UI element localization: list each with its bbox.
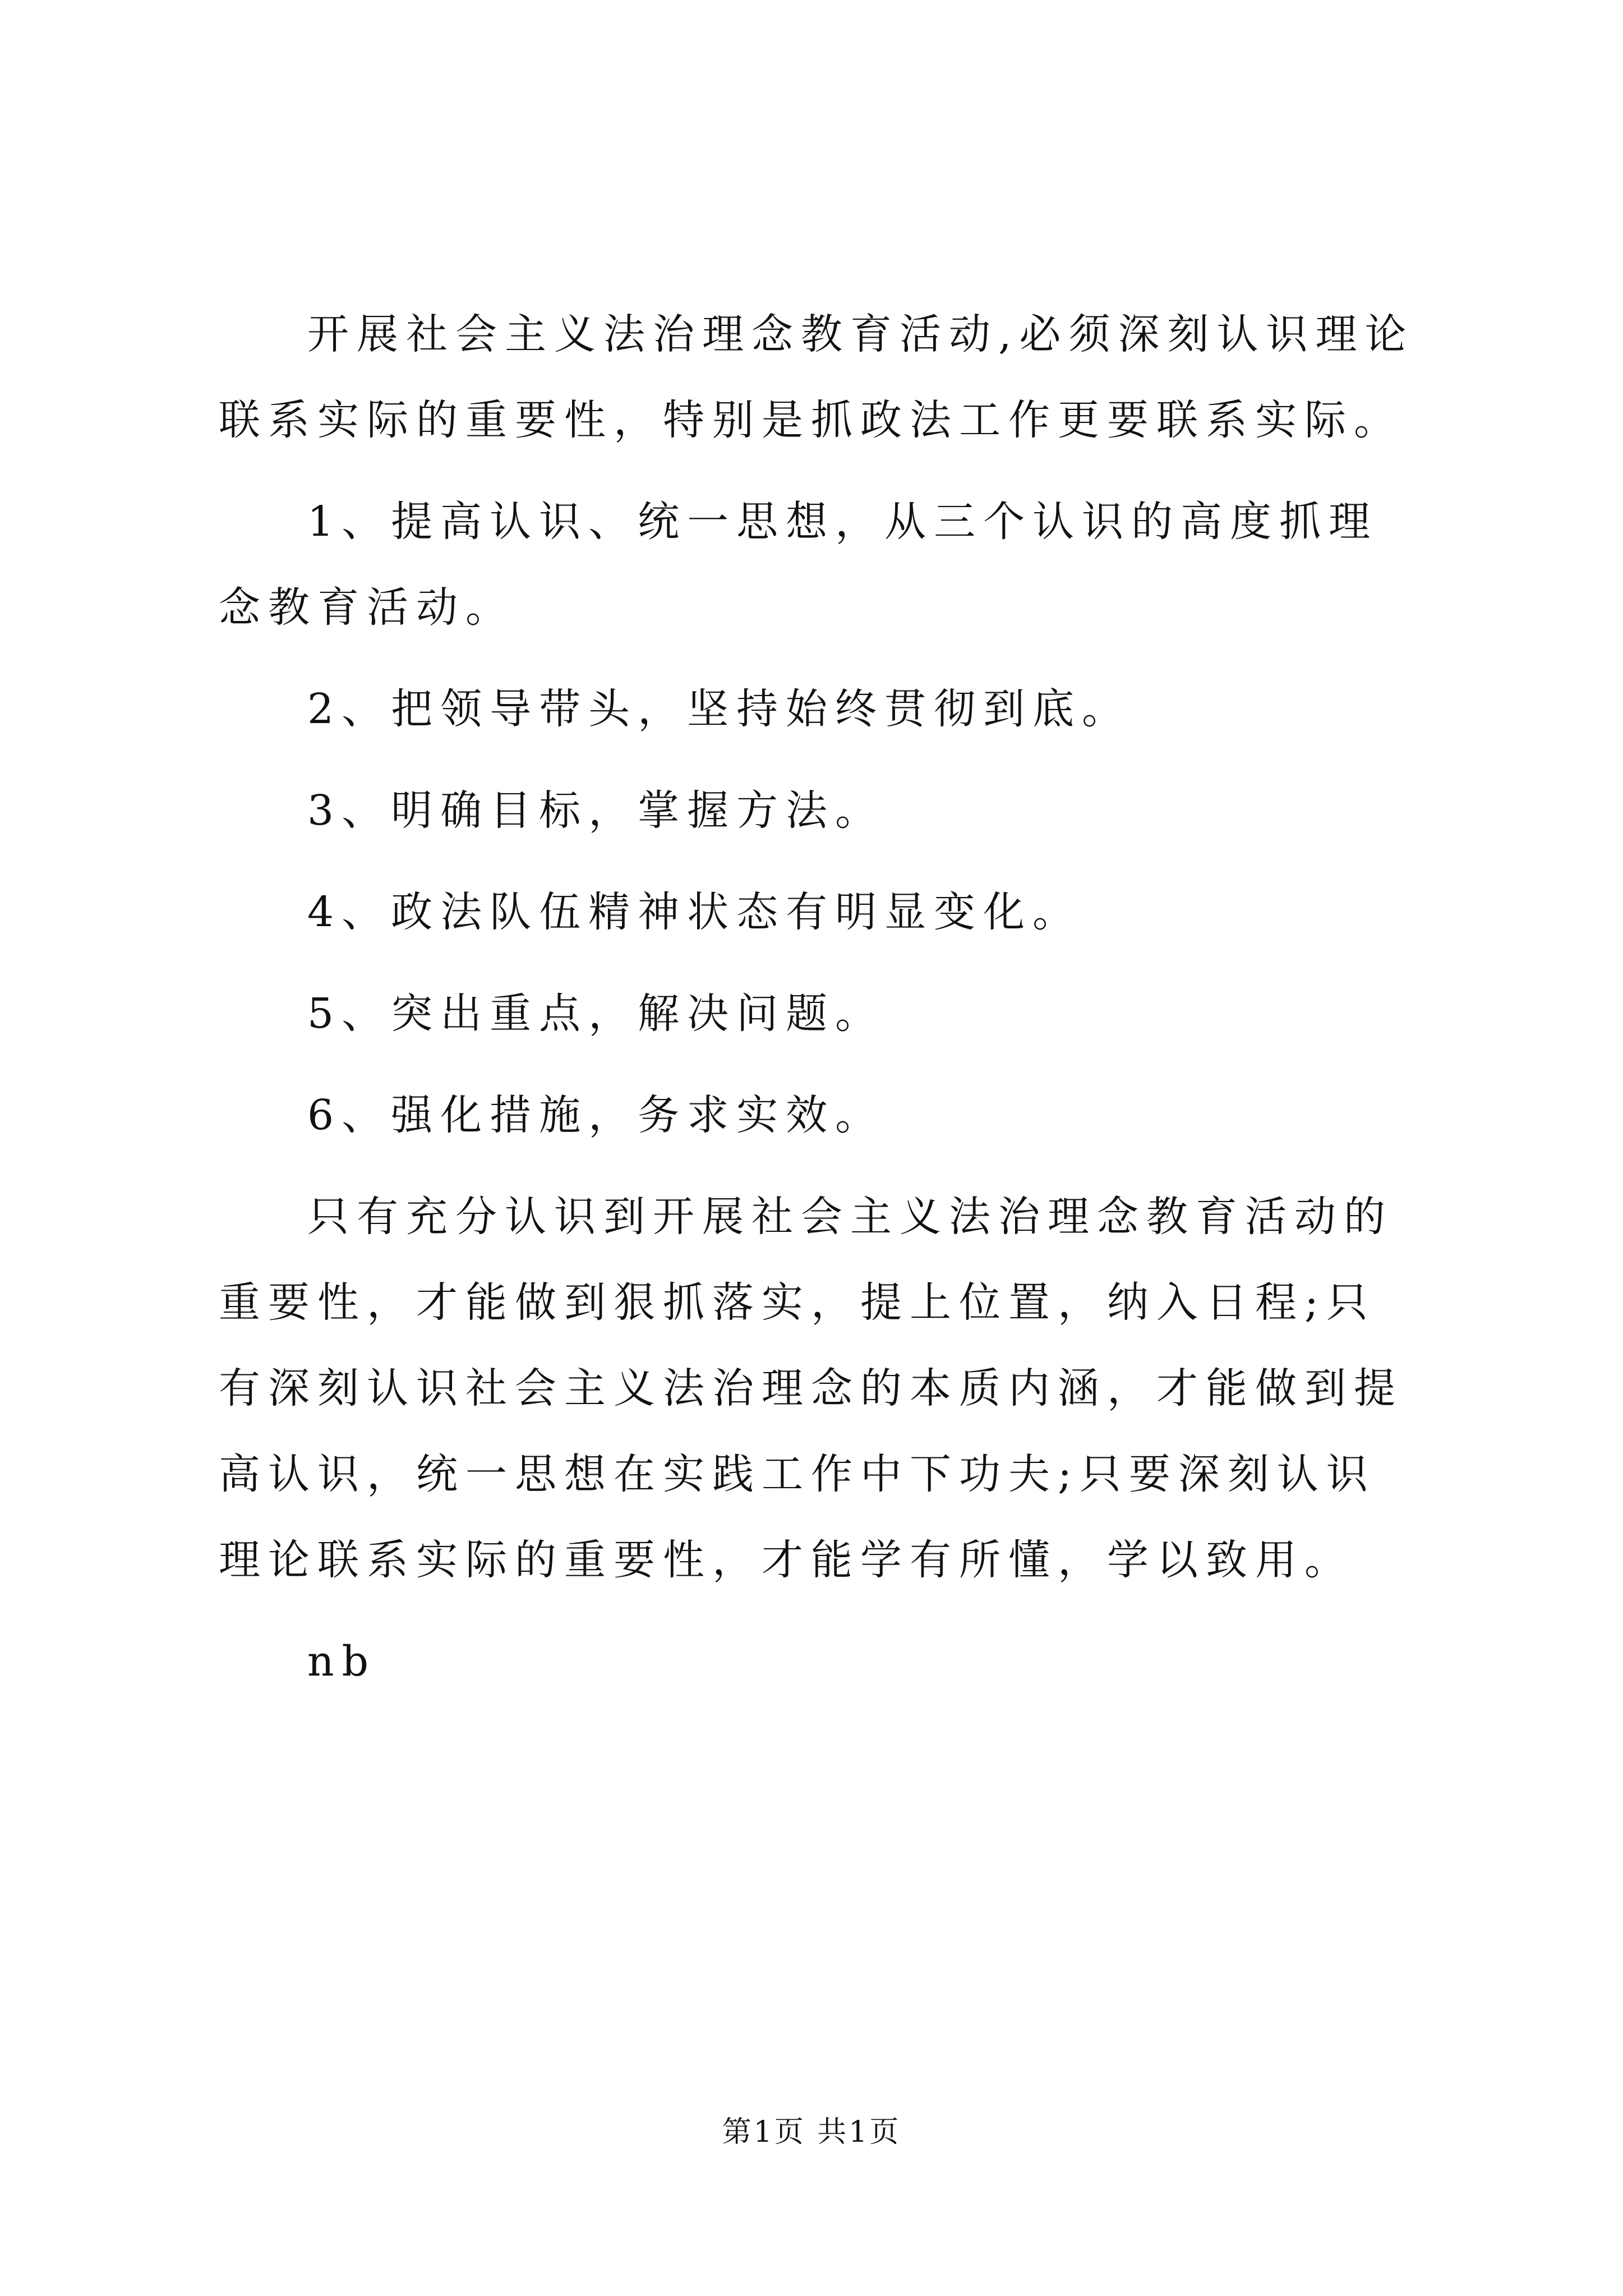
paragraph-conclusion: 只有充分认识到开展社会主义法治理念教育活动的重要性，才能做到狠抓落实，提上位置，纳入日程;只有深刻认识社会主义法治理念的本质内涵，才能做到提高认识，统一思想在实践工作中下功夫;只要深刻认识理论联系实际的重要性，才能学有所懂，学以致用。 (219, 1193, 1403, 1584)
list-item-5: 5、突出重点，解决问题。 (307, 990, 885, 1038)
list-item-1: 1、提高认识、统一思想，从三个认识的高度抓理念教育活动。 (219, 498, 1378, 632)
list-item-4: 4、政法队伍精神状态有明显变化。 (307, 888, 1082, 936)
page-footer: 第1页 共1页 (722, 2115, 901, 2149)
list-item-2: 2、把领导带头，坚持始终贯彻到底。 (307, 685, 1132, 733)
document-body (219, 292, 1424, 1720)
list-item-6: 6、强化措施，务求实效。 (307, 1091, 885, 1139)
paragraph-trailing: nb (307, 1637, 377, 1686)
paragraph-intro: 开展社会主义法治理念教育活动,必须深刻认识理论联系实际的重要性，特别是抓政法工作更要联系实际。 (219, 310, 1414, 444)
list-item-3: 3、明确目标，掌握方法。 (307, 786, 885, 835)
